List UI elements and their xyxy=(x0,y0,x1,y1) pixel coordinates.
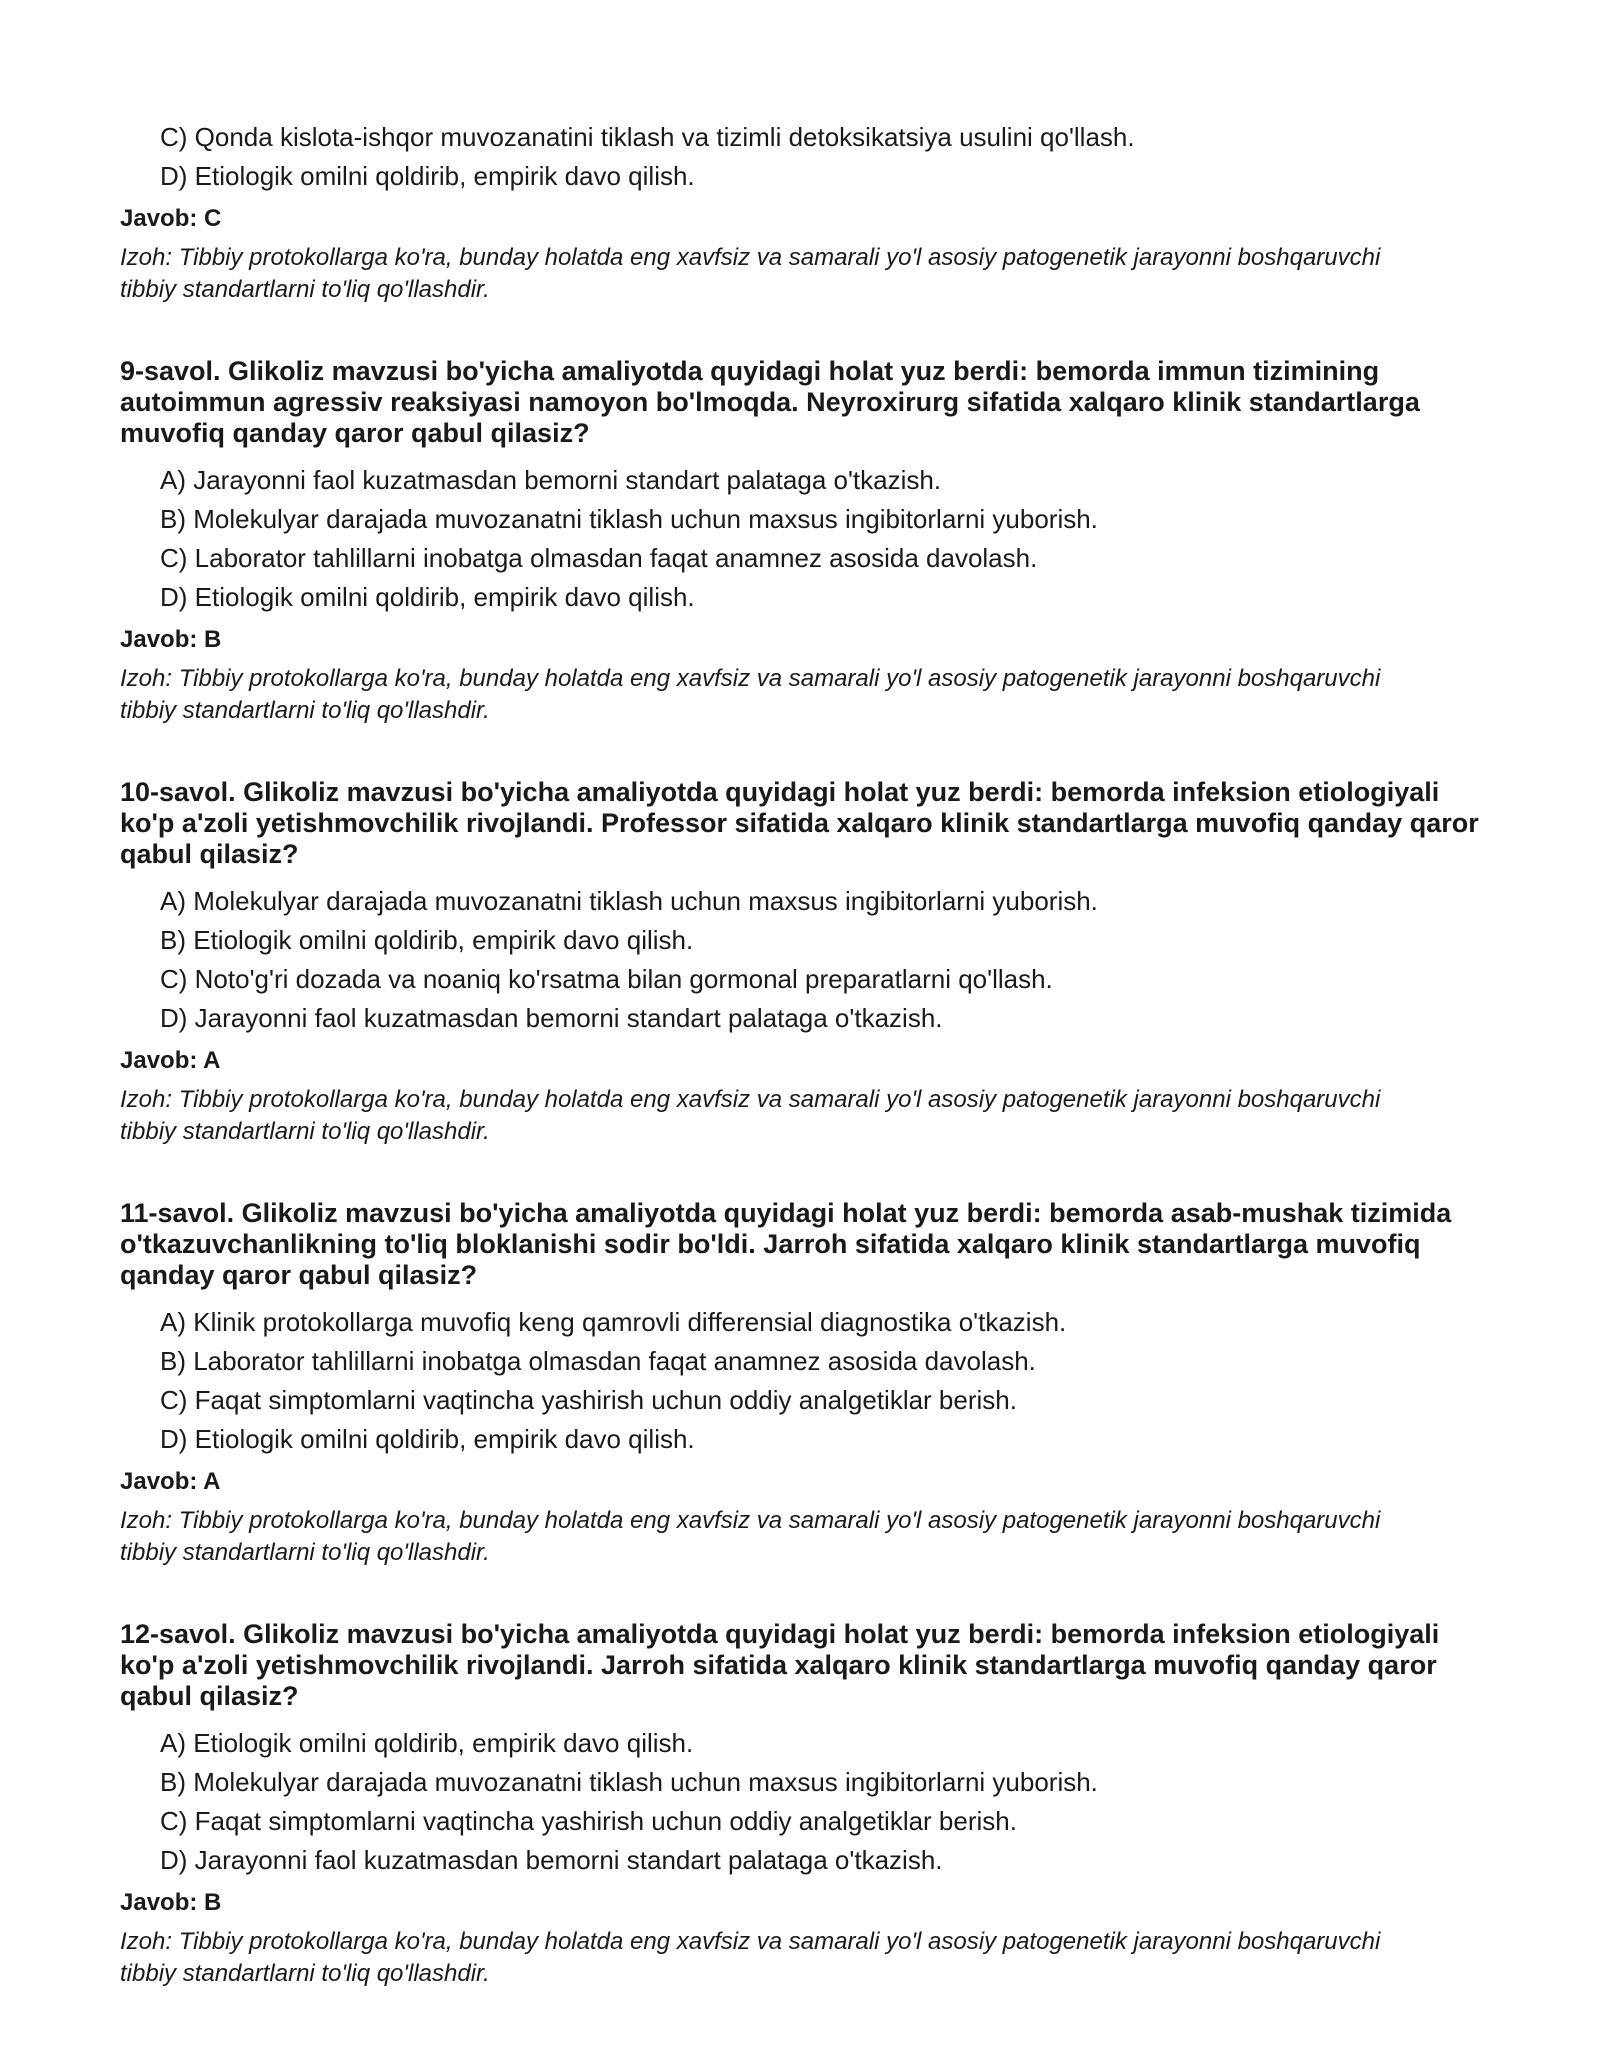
option-d: D) Jarayonni faol kuzatmasdan bemorni standart palataga o'tkazish. xyxy=(160,1845,943,1875)
option-a: A) Etiologik omilni qoldirib, empirik davo qilish. xyxy=(160,1728,694,1758)
question-text: 11-savol. Glikoliz mavzusi bo'yicha amaliyotda quyidagi holat yuz berdi: bemorda asab-mushak tizimida o'tkazuvchanlikning to'liq bloklanishi sodir bo'ldi. Jarroh sifatida xalqaro klinik standartlarga muvofiq qanday qaror qabul qilasiz? xyxy=(120,1198,1452,1290)
option-d: D) Etiologik omilni qoldirib, empirik davo qilish. xyxy=(160,161,695,191)
option-b: B) Molekulyar darajada muvozanatni tiklash uchun maxsus ingibitorlarni yuborish. xyxy=(160,1767,1098,1797)
question-9 xyxy=(120,356,1480,727)
explanation-note: Izoh: Tibbiy protokollarga ko'ra, bunday holatda eng xavfsiz va samarali yo'l asosiy patogenetik jarayonni boshqaruvchi tibbiy standartlarni to'liq qo'llashdir. xyxy=(120,1086,1381,1145)
explanation-note: Izoh: Tibbiy protokollarga ko'ra, bunday holatda eng xavfsiz va samarali yo'l asosiy patogenetik jarayonni boshqaruvchi tibbiy standartlarni to'liq qo'llashdir. xyxy=(120,244,1381,303)
option-c: C) Laborator tahlillarni inobatga olmasdan faqat anamnez asosida davolash. xyxy=(160,543,1038,573)
explanation-note: Izoh: Tibbiy protokollarga ko'ra, bunday holatda eng xavfsiz va samarali yo'l asosiy patogenetik jarayonni boshqaruvchi tibbiy standartlarni to'liq qo'llashdir. xyxy=(120,665,1381,724)
option-b: B) Molekulyar darajada muvozanatni tiklash uchun maxsus ingibitorlarni yuborish. xyxy=(160,504,1098,534)
option-c: C) Noto'g'ri dozada va noaniq ko'rsatma bilan gormonal preparatlarni qo'llash. xyxy=(160,964,1053,994)
options-list xyxy=(120,118,1480,196)
options-list xyxy=(120,1303,1480,1459)
answer-label: Javob: A xyxy=(120,1047,221,1074)
answer-label: Javob: C xyxy=(120,205,222,232)
answer-label: Javob: A xyxy=(120,1468,221,1495)
previous-question-fragment xyxy=(120,118,1480,306)
option-c: C) Faqat simptomlarni vaqtincha yashirish uchun oddiy analgetiklar berish. xyxy=(160,1385,1017,1415)
options-list xyxy=(120,1724,1480,1880)
option-d: D) Etiologik omilni qoldirib, empirik davo qilish. xyxy=(160,1424,695,1454)
option-d: D) Etiologik omilni qoldirib, empirik davo qilish. xyxy=(160,582,695,612)
explanation-note: Izoh: Tibbiy protokollarga ko'ra, bunday holatda eng xavfsiz va samarali yo'l asosiy patogenetik jarayonni boshqaruvchi tibbiy standartlarni to'liq qo'llashdir. xyxy=(120,1507,1381,1566)
explanation-note: Izoh: Tibbiy protokollarga ko'ra, bunday holatda eng xavfsiz va samarali yo'l asosiy patogenetik jarayonni boshqaruvchi tibbiy standartlarni to'liq qo'llashdir. xyxy=(120,1928,1381,1987)
question-12 xyxy=(120,1619,1480,1990)
option-a: A) Klinik protokollarga muvofiq keng qamrovli differensial diagnostika o'tkazish. xyxy=(160,1307,1067,1337)
question-text: 12-savol. Glikoliz mavzusi bo'yicha amaliyotda quyidagi holat yuz berdi: bemorda infeksion etiologiyali ko'p a'zoli yetishmovchilik rivojlandi. Jarroh sifatida xalqaro klinik standartlarga muvofiq qanday qaror qabul qilasiz? xyxy=(120,1619,1440,1711)
question-text: 9-savol. Glikoliz mavzusi bo'yicha amaliyotda quyidagi holat yuz berdi: bemorda immun tizimining autoimmun agressiv reaksiyasi namoyon bo'lmoqda. Neyroxirurg sifatida xalqaro klinik standartlarga muvofiq qanday qaror qabul qilasiz? xyxy=(120,356,1420,448)
options-list xyxy=(120,461,1480,617)
question-10 xyxy=(120,777,1480,1148)
option-b: B) Etiologik omilni qoldirib, empirik davo qilish. xyxy=(160,925,694,955)
option-d: D) Jarayonni faol kuzatmasdan bemorni standart palataga o'tkazish. xyxy=(160,1003,943,1033)
option-a: A) Jarayonni faol kuzatmasdan bemorni standart palataga o'tkazish. xyxy=(160,465,942,495)
option-b: B) Laborator tahlillarni inobatga olmasdan faqat anamnez asosida davolash. xyxy=(160,1346,1036,1376)
option-a: A) Molekulyar darajada muvozanatni tiklash uchun maxsus ingibitorlarni yuborish. xyxy=(160,886,1098,916)
answer-label: Javob: B xyxy=(120,626,222,653)
document-page xyxy=(120,118,1480,1990)
question-text: 10-savol. Glikoliz mavzusi bo'yicha amaliyotda quyidagi holat yuz berdi: bemorda infeksion etiologiyali ko'p a'zoli yetishmovchilik rivojlandi. Professor sifatida xalqaro klinik standartlarga muvofiq qanday qaror qabul qilasiz? xyxy=(120,777,1479,869)
option-c: C) Qonda kislota-ishqor muvozanatini tiklash va tizimli detoksikatsiya usulini qo'llash. xyxy=(160,122,1135,152)
answer-label: Javob: B xyxy=(120,1889,222,1916)
question-11 xyxy=(120,1198,1480,1569)
option-c: C) Faqat simptomlarni vaqtincha yashirish uchun oddiy analgetiklar berish. xyxy=(160,1806,1017,1836)
options-list xyxy=(120,882,1480,1038)
